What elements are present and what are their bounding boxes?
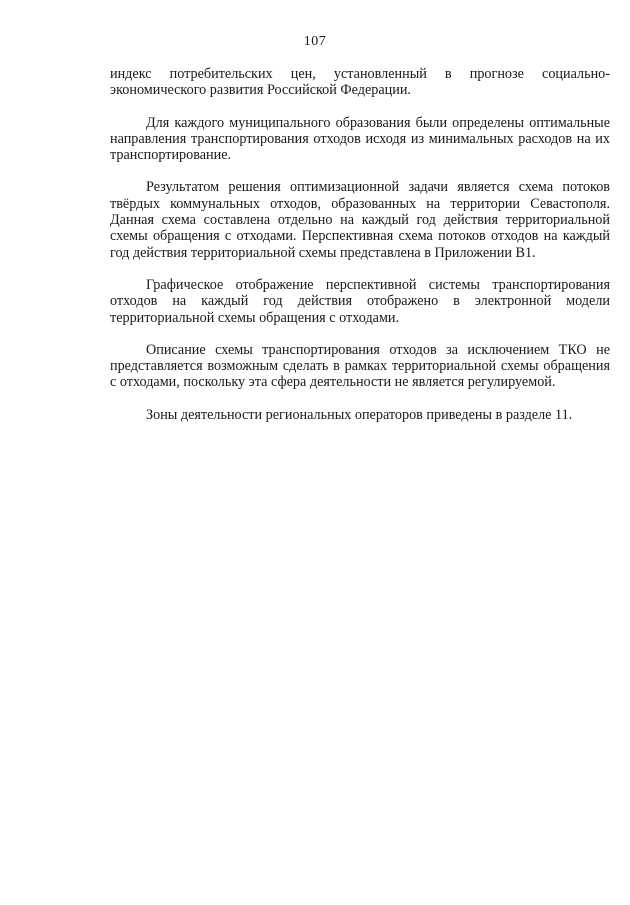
paragraph-optimization-result: Результатом решения оптимизационной задачи является схема потоков твёрдых коммунальных отходов, образованных на территории Севастополя. Данная схема составлена отдельно на каждый год действия территориальной схемы обращения с отходами. Перспективная схема потоков отходов на каждый год действия территориальной схемы представлена в Приложении В1. <box>110 179 610 261</box>
paragraph-continuation: индекс потребительских цен, установленный в прогнозе социально-экономического развития Российской Федерации. <box>110 66 610 99</box>
page-number: 107 <box>303 34 327 49</box>
document-body <box>110 66 610 439</box>
paragraph-non-tko-description: Описание схемы транспортирования отходов за исключением ТКО не представляется возможным сделать в рамках территориальной схемы обращения с отходами, поскольку эта сфера деятельности не является регулируемой. <box>110 341 610 391</box>
paragraph-operator-zones: Зоны деятельности региональных операторов приведены в разделе 11. <box>146 406 573 423</box>
paragraph-directions: Для каждого муниципального образования были определены оптимальные направления транспортирования отходов исходя из минимальных расходов на их транспортирование. <box>110 114 610 164</box>
paragraph-graphical-display: Графическое отображение перспективной системы транспортирования отходов на каждый год действия отображено в электронной модели территориальной схемы обращения с отходами. <box>110 276 610 326</box>
